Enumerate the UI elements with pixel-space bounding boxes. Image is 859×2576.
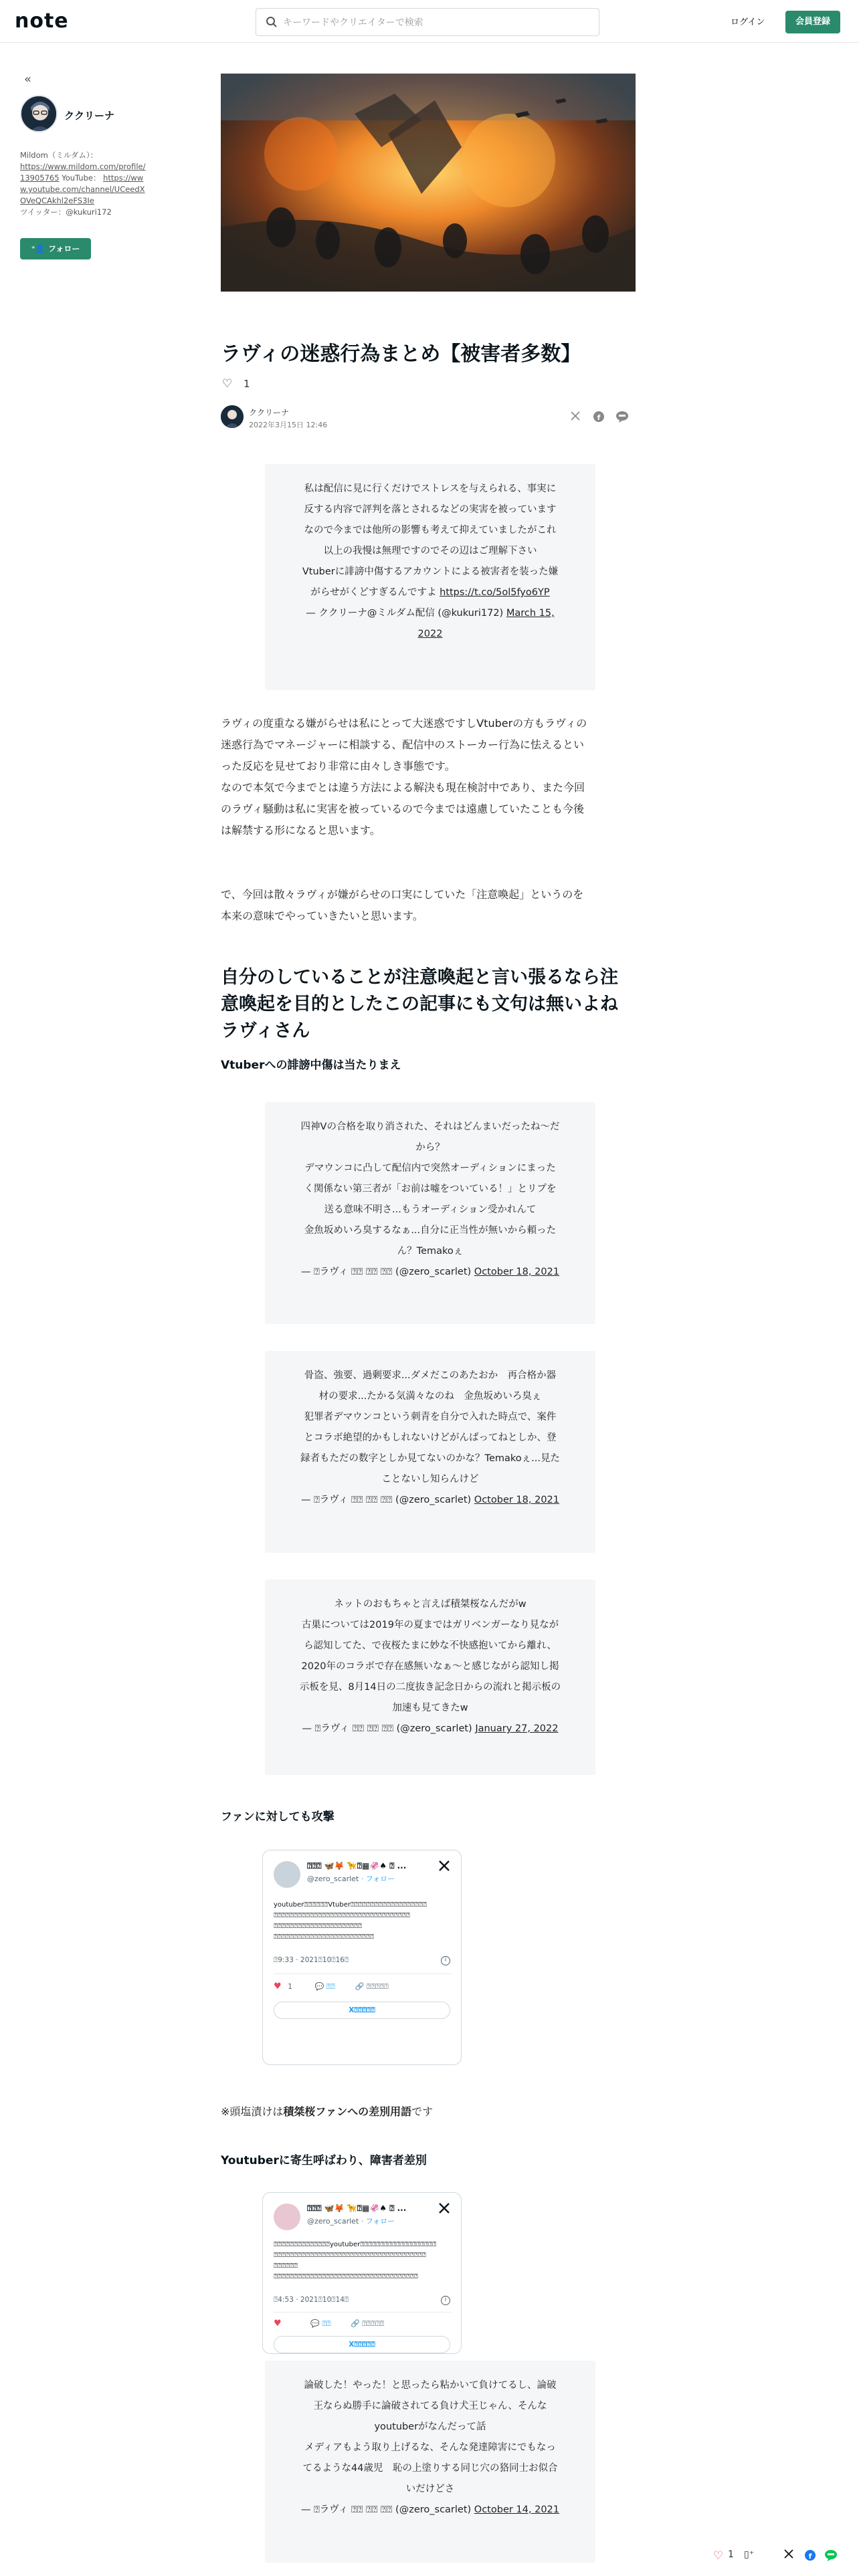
author-small-avatar[interactable] — [221, 405, 244, 428]
quote-attribution: — ⍰ラヴィ ⍰⍰ ⍰⍰ ⍰⍰ (@zero_scarlet) — [300, 1267, 472, 1277]
tweet-date-link[interactable]: October 18, 2021 — [474, 1495, 560, 1505]
tweet-actions — [274, 2319, 384, 2329]
x-share-icon[interactable] — [570, 411, 581, 424]
quote-line: てるような44歳児 恥の上塗りする同じ穴の狢同士お似合 — [302, 2463, 558, 2474]
subsection-heading: Vtuberへの誹謗中傷は当たりまえ — [221, 1059, 401, 1072]
tweet-text: ⍰⍰⍰⍰⍰⍰⍰⍰⍰⍰⍰⍰⍰⍰youtuber⍰⍰⍰⍰⍰⍰⍰⍰⍰⍰⍰⍰⍰⍰⍰⍰⍰⍰⍰ ⍰⍰⍰⍰⍰⍰⍰⍰⍰⍰⍰⍰⍰⍰⍰⍰⍰⍰⍰⍰⍰⍰⍰⍰⍰⍰⍰⍰⍰⍰⍰⍰⍰⍰⍰⍰⍰⍰ ⍰⍰⍰⍰⍰⍰ ⍰⍰⍰⍰⍰⍰⍰⍰⍰⍰⍰⍰⍰⍰⍰⍰⍰⍰⍰⍰⍰⍰⍰⍰⍰⍰⍰⍰⍰⍰⍰⍰⍰⍰⍰⍰ — [274, 2241, 437, 2280]
quote-line: 四神Vの合格を取り消された、それはどんまいだったね〜だ — [300, 1121, 560, 1132]
quote-attribution: — ⍰ラヴィ ⍰⍰ ⍰⍰ ⍰⍰ (@zero_scarlet) — [300, 2504, 472, 2515]
facebook-share-icon[interactable] — [593, 411, 605, 425]
reply-icon[interactable]: 💬 — [310, 2319, 320, 2328]
follow-button[interactable]: ⁺👤 フォロー — [20, 238, 91, 259]
paragraph-line: 本来の意味でやっていきたいと思います。 — [221, 909, 423, 922]
bio-youtube-label: YouTube： — [62, 173, 101, 183]
quote-line: 示板を見、8月14日の二度抜き記念日からの流れと掲示板の — [299, 1682, 561, 1693]
tweet-avatar[interactable] — [274, 1861, 300, 1888]
note-line: ※頭塩漬けは積桀桜ファンへの差別用語です — [221, 2105, 434, 2118]
tweet-card[interactable] — [262, 2192, 462, 2354]
tweet-text: youtuber⍰⍰⍰⍰⍰⍰Vtuber⍰⍰⍰⍰⍰⍰⍰⍰⍰⍰⍰⍰⍰⍰⍰⍰⍰⍰⍰ ⍰⍰⍰⍰⍰⍰⍰⍰⍰⍰⍰⍰⍰⍰⍰⍰⍰⍰⍰⍰⍰⍰⍰⍰⍰⍰⍰⍰⍰⍰⍰⍰⍰⍰ ⍰⍰⍰⍰⍰⍰⍰⍰⍰⍰⍰⍰⍰⍰⍰⍰⍰⍰⍰⍰⍰⍰ ⍰⍰⍰⍰⍰⍰⍰⍰⍰⍰⍰⍰⍰⍰⍰⍰⍰⍰⍰⍰⍰⍰⍰⍰⍰ — [274, 1901, 427, 1941]
subsection-heading: ファンに対しても攻撃 — [221, 1810, 335, 1824]
bio-mildom-label: Mildom（ミルダム）： — [20, 150, 98, 160]
body-paragraph — [221, 884, 638, 927]
search-input[interactable] — [283, 15, 591, 31]
embedded-tweet-quote — [265, 1351, 595, 1553]
tweet-date-link[interactable]: October 18, 2021 — [474, 1267, 560, 1277]
paragraph-line: 迷惑行為でマネージャーに相談する、配信中のストーカー行為に怯えるとい — [221, 738, 585, 751]
reply-icon[interactable]: 💬 — [314, 1982, 324, 1991]
quote-line: 送る意味不明さ...もうオーディション受かれんて — [324, 1204, 537, 1215]
tweet-timestamp[interactable]: ⍰9:33 · 2021⍰10⍰16⍰ — [274, 1956, 349, 1964]
quote-line: なので今までは他所の影響も考えて抑えていましたがこれ — [304, 525, 557, 536]
subsection-heading: Youtuberに寄生呼ばわり、障害者差別 — [221, 2154, 427, 2167]
collapse-sidebar-icon[interactable]: « — [24, 72, 32, 86]
tweet-follow-link[interactable]: · フォロー — [361, 2217, 395, 2226]
site-header — [0, 0, 859, 43]
x-share-icon[interactable] — [784, 2549, 793, 2561]
paragraph-line: った反応を見せており非常に由々しき事態です。 — [221, 760, 456, 772]
quote-line: ネットのおもちゃと言えば積桀桜なんだがw — [334, 1599, 527, 1610]
quote-line: メディアもよう取り上げるな、そんな発達障害にでもなっ — [304, 2442, 556, 2453]
user-plus-icon: ⁺👤 — [31, 244, 45, 253]
like-area[interactable] — [222, 377, 250, 391]
line-share-icon[interactable] — [824, 2549, 838, 2564]
quote-line: 金魚坂めいろ臭するなぁ...自分に正当性が無いから頼った — [304, 1225, 557, 1236]
article-date: 2022年3月15日 12:46 — [249, 421, 328, 429]
quote-line: ん？Temakoぇ — [397, 1246, 464, 1257]
quote-line: 加速も見てきたw — [392, 1703, 468, 1713]
info-icon[interactable]: i — [441, 2296, 450, 2305]
read-more-on-x-button[interactable]: X⍰⍰⍰⍰⍰ — [274, 2002, 450, 2019]
note-bold: 積桀桜ファンへの差別用語 — [283, 2105, 412, 2118]
share-icons — [570, 411, 637, 425]
bio-youtube-link[interactable]: https://www.youtube.com/channel/UCeedXOVeQCAkhl2eFS3Ie — [20, 173, 145, 205]
quote-attribution: — ⍰ラヴィ ⍰⍰ ⍰⍰ ⍰⍰ (@zero_scarlet) — [302, 1723, 472, 1734]
quote-line: 反する内容で評判を落とされるなどの実害を被っています — [304, 504, 557, 515]
article-author-name[interactable]: ククリーナ — [249, 408, 290, 417]
note-logo[interactable]: note — [15, 9, 69, 33]
paragraph-line: のラヴィ騒動は私に実害を被っているので今までは遠慮していたことも今後 — [221, 802, 585, 815]
quote-line: から？ — [415, 1142, 445, 1153]
quote-line: 以上の我慢は無理ですのでその辺はご理解下さい — [323, 546, 537, 556]
quote-line: く関係ない第三者が「お前は嘘をついている！」とリプを — [304, 1184, 557, 1194]
author-avatar[interactable] — [20, 95, 58, 132]
heart-icon[interactable]: ♡ — [222, 377, 233, 391]
floating-like-count: 1 — [728, 2549, 734, 2560]
quote-line: ことないし知らんけど — [381, 1474, 479, 1485]
search-icon — [266, 16, 278, 28]
quote-line: 2020年のコラボで存在感無いなぁ〜と感じながら認知し掲 — [301, 1661, 559, 1672]
tweet-display-name[interactable]: ⍰⍰⍰ 🦋🦊 🦮⍰▦🦑♠ ⍰ ... — [307, 2204, 407, 2213]
quote-attribution: — ククリーナ@ミルダム配信 (@kukuri172) — [306, 608, 504, 619]
like-count: 1 — [244, 378, 250, 390]
tweet-date-link[interactable]: January 27, 2022 — [475, 1723, 559, 1734]
quote-line: ら認知してた、で夜桜たまに妙な不快感抱いてから離れ、 — [304, 1640, 557, 1651]
copy-link-label: ⍰⍰⍰⍰⍰ — [362, 2319, 385, 2328]
signup-button[interactable]: 会員登録 — [785, 11, 840, 33]
facebook-share-icon[interactable] — [804, 2549, 816, 2564]
tweet-date-link-year[interactable]: 2022 — [417, 629, 443, 639]
paragraph-line: ラヴィの度重なる嫌がらせは私にとって大迷惑ですしVtuberの方もラヴィの — [221, 717, 587, 730]
reply-label: ⍰⍰ — [322, 2319, 331, 2328]
bio-mildom-link[interactable]: https://www.mildom.com/profile/13905765 — [20, 162, 146, 183]
body-paragraph — [221, 713, 638, 841]
tweet-date-link[interactable]: October 14, 2021 — [474, 2504, 560, 2515]
info-icon[interactable]: i — [441, 1956, 450, 1965]
link-icon[interactable]: 🔗 — [355, 1982, 365, 1991]
section-heading: 自分のしていることが注意喚起と言い張るなら注 意喚起を目的としたこの記事にも文句は無いよね ラヴィさん — [221, 967, 618, 1041]
quote-line: 王ならぬ勝手に論破されてる負け犬王じゃん、そんな — [313, 2401, 547, 2411]
search-box[interactable] — [256, 8, 599, 36]
tweet-handle[interactable]: @zero_scarlet · フォロー — [307, 2217, 395, 2226]
svg-text:f: f — [808, 2552, 812, 2561]
heart-icon[interactable]: ♡ — [713, 2549, 724, 2563]
quote-attribution: — ⍰ラヴィ ⍰⍰ ⍰⍰ ⍰⍰ (@zero_scarlet) — [300, 1495, 472, 1505]
floating-action-bar — [709, 2549, 852, 2568]
line-share-icon[interactable] — [615, 411, 629, 425]
sidebar-author-name[interactable]: ククリーナ — [64, 110, 115, 122]
article-title: ラヴィの迷惑行為まとめ【被害者多数】 — [221, 342, 581, 366]
paragraph-line: なので本気で今までとは違う方法による解決も現在検討中であり、また今回 — [221, 781, 585, 794]
quote-line: Vtuberに誹謗中傷するアカウントによる被害者を装った嫌 — [302, 566, 559, 577]
quote-line: 材の要求...たかる気満々なのね 金魚坂めいろ臭ぇ — [318, 1391, 542, 1402]
tweet-like-count: 1 — [288, 1982, 293, 1991]
quote-line: デマウンコに凸して配信内で突然オーディションにまった — [304, 1163, 556, 1174]
login-link[interactable]: ログイン — [731, 17, 765, 27]
x-logo-icon[interactable] — [438, 2202, 450, 2216]
quote-line: 骨盗、強要、過剰要求...ダメだこのあたおか 再合格か器 — [304, 1370, 557, 1381]
quote-line: いだけどさ — [405, 2484, 455, 2494]
header-image — [221, 74, 636, 292]
tweet-follow-link[interactable]: · フォロー — [361, 1874, 395, 1883]
embedded-tweet-quote — [265, 1580, 595, 1775]
copy-link-label: ⍰⍰⍰⍰⍰ — [366, 1982, 389, 1991]
tweet-date-link[interactable]: March 15, — [506, 608, 555, 619]
heart-icon[interactable]: ♥ — [274, 1981, 282, 1992]
tweet-card[interactable] — [262, 1850, 462, 2065]
paragraph-line: で、今回は散々ラヴィが嫌がらせの口実にしていた「注意喚起」というのを — [221, 888, 584, 901]
embedded-tweet-quote — [265, 464, 595, 690]
quote-line: youtuberがなんだって話 — [374, 2422, 486, 2432]
embedded-tweet-quote — [265, 2361, 595, 2563]
paragraph-line: は解禁する形になると思います。 — [221, 824, 381, 837]
quote-line: がらせがくどすぎるんですよ — [310, 587, 437, 598]
quote-line: 古巣については2019年の夏まではガリベンガーなり見なが — [301, 1620, 559, 1630]
tweet-actions — [274, 1981, 389, 1992]
reply-label: ⍰⍰ — [326, 1982, 336, 1991]
heart-icon[interactable]: ♥ — [274, 2319, 282, 2329]
tweet-avatar[interactable] — [274, 2204, 300, 2230]
x-logo-icon[interactable] — [438, 1860, 450, 1874]
tweet-display-name[interactable]: ⍰⍰⍰ 🦋🦊 🦮⍰▦🦑♠ ⍰ ... — [307, 1861, 407, 1870]
quote-line: 犯罪者デマウンコという刺青を自分で入れた時点で、案件 — [304, 1412, 557, 1422]
tweet-timestamp[interactable]: ⍰4:53 · 2021⍰10⍰14⍰ — [274, 2296, 349, 2304]
read-more-on-x-button[interactable]: X⍰⍰⍰⍰⍰ — [274, 2336, 450, 2353]
svg-text:f: f — [597, 413, 601, 422]
magazine-add-icon[interactable]: ▯⁺ — [744, 2549, 755, 2560]
quote-line: とコラボ絶望的かもしれないけどがんばってねとしか、登 — [304, 1432, 557, 1443]
tweet-handle[interactable]: @zero_scarlet · フォロー — [307, 1874, 395, 1883]
quote-line: 論破した！やった！と思ったら粘かいて負けてるし、論破 — [304, 2380, 557, 2391]
quote-line: 私は配信に見に行くだけでストレスを与えられる、事実に — [304, 484, 557, 494]
bio-twitter: ツイッター：@kukuri172 — [20, 207, 112, 217]
link-icon[interactable]: 🔗 — [351, 2319, 360, 2328]
quote-line: 録者もただの数字としか見てないのかな？Temakoぇ...見た — [300, 1453, 560, 1464]
tweet-link[interactable]: https://t.co/5ol5fyo6YP — [440, 587, 550, 598]
embedded-tweet-quote — [265, 1102, 595, 1324]
author-bio — [20, 150, 147, 218]
